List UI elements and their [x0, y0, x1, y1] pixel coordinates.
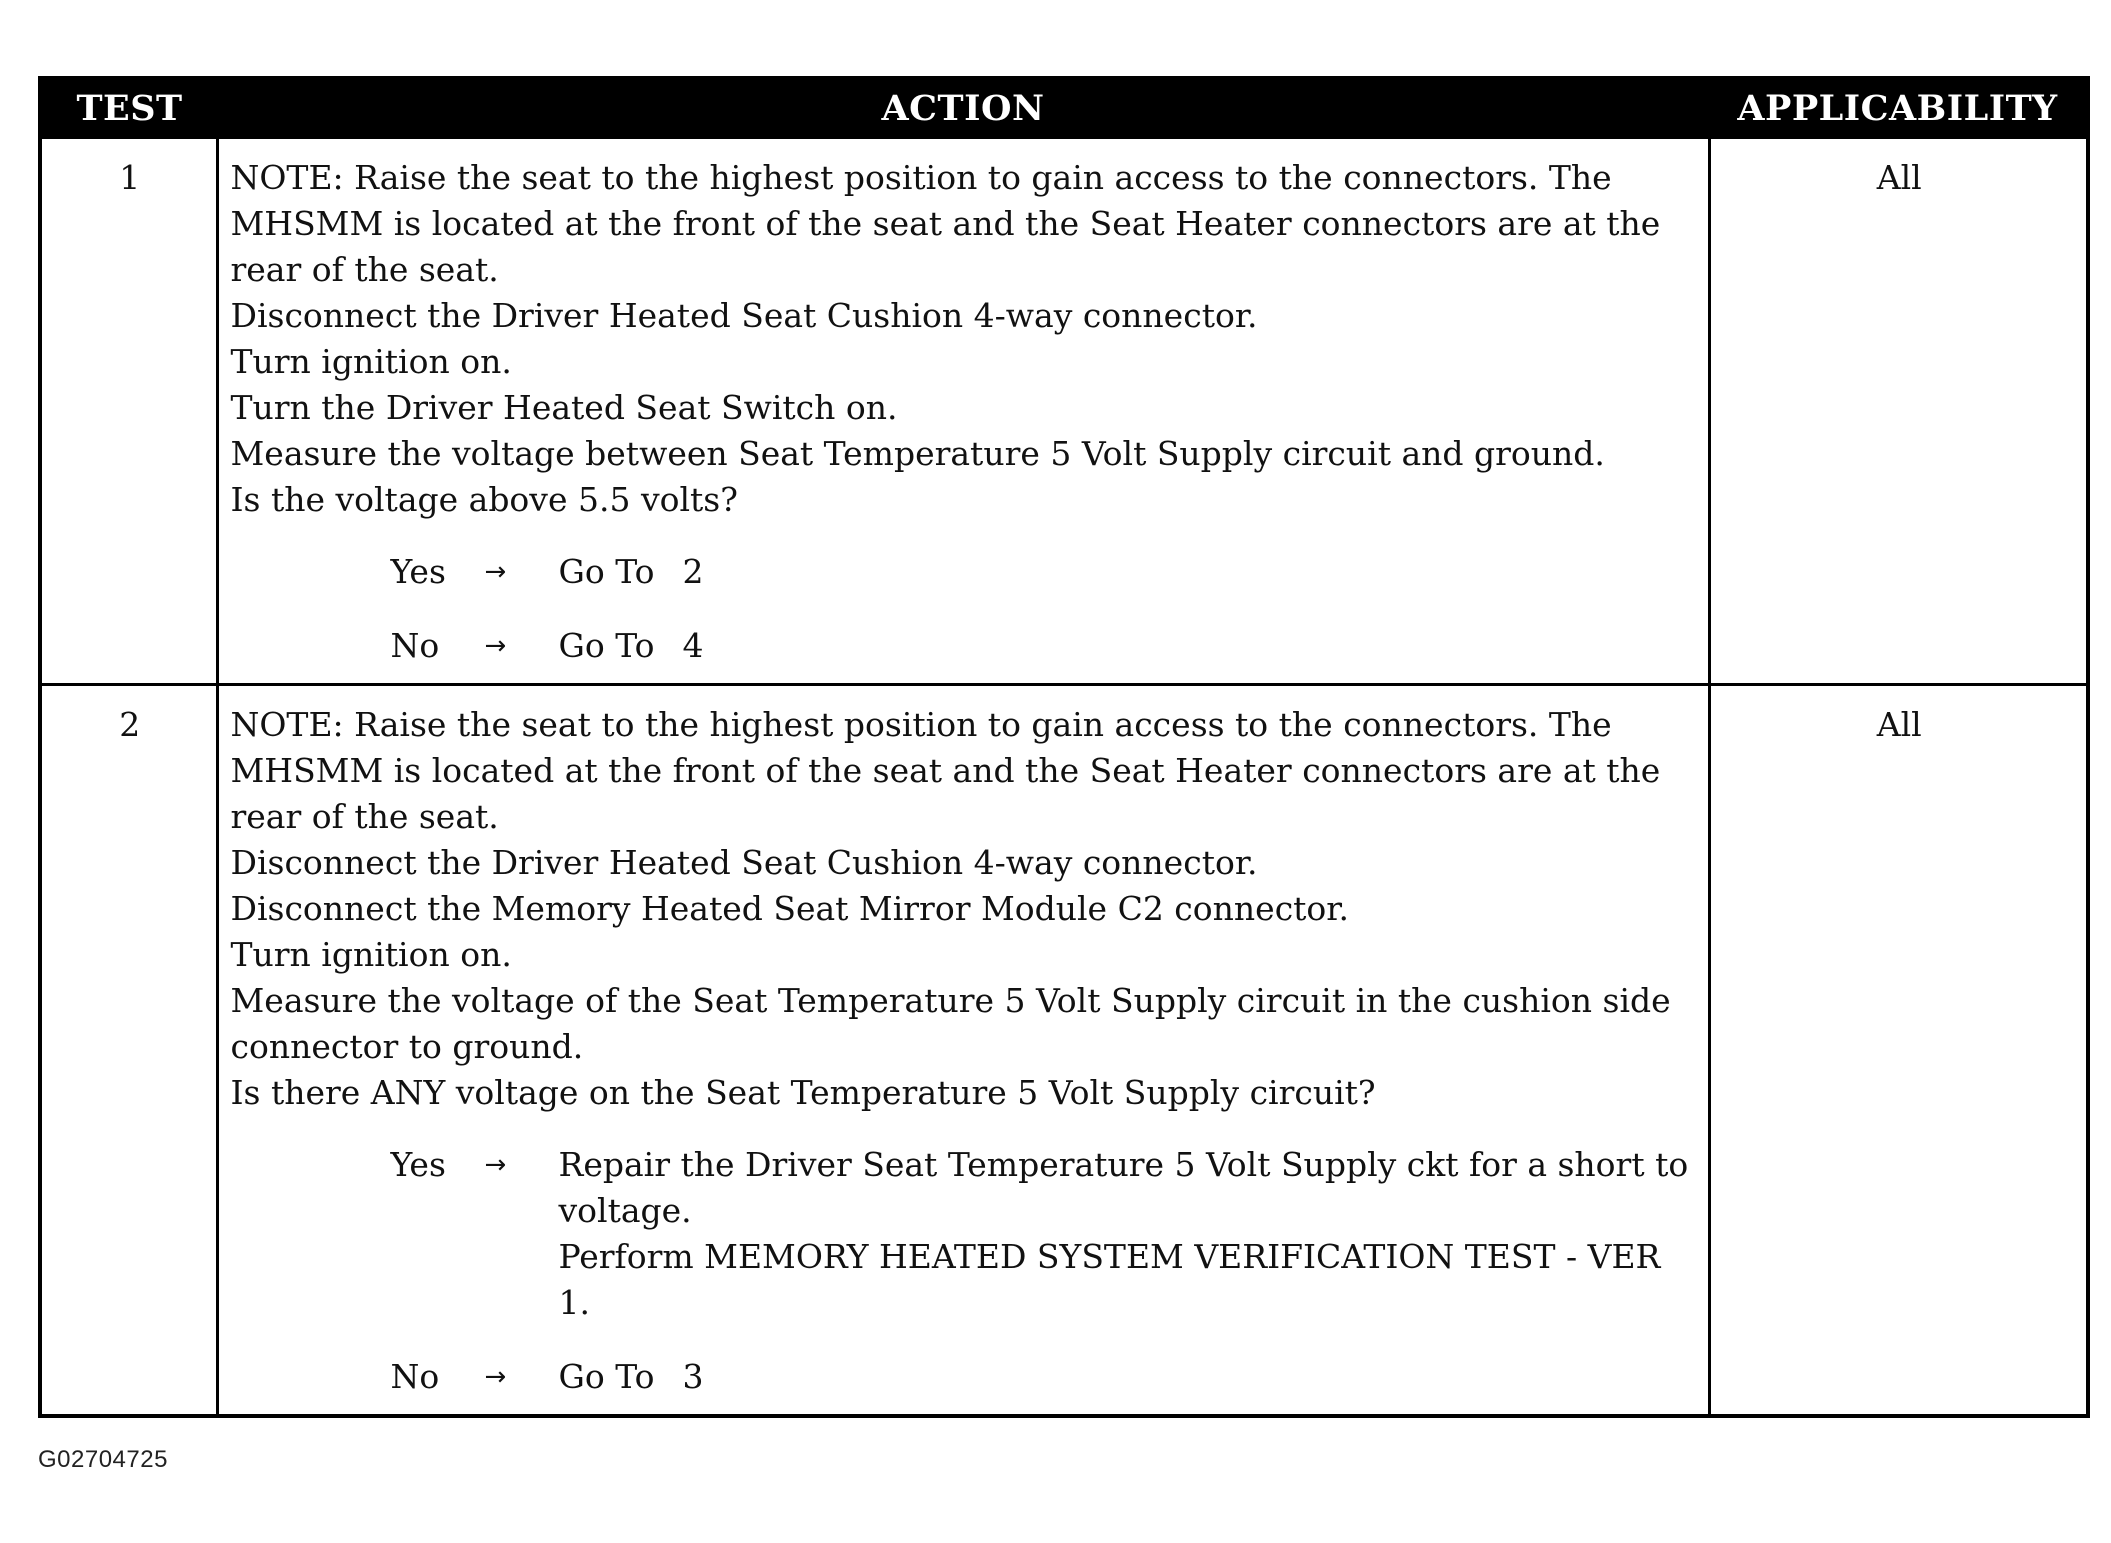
- goto-text: Go To: [558, 1357, 655, 1396]
- table-row-test-2: [40, 685, 2088, 1417]
- figure-id: G02704725: [38, 1446, 168, 1473]
- instruction-note: NOTE: Raise the seat to the highest position to gain access to the connectors. The MHSMM is located at the front of the seat and the Seat Heater connectors are at the rear of the seat.: [230, 158, 1661, 289]
- outcome-no: [231, 623, 1698, 669]
- outcome-no: [231, 1354, 1698, 1400]
- right-arrow-icon: →: [484, 631, 507, 661]
- instruction-step: Turn ignition on.: [230, 935, 512, 974]
- goto-text: Go To: [558, 552, 655, 591]
- outcome-result: [559, 549, 1698, 595]
- outcome-result: [559, 1354, 1698, 1400]
- goto-target: 3: [682, 1357, 704, 1396]
- instruction-step: Turn the Driver Heated Seat Switch on.: [230, 388, 898, 427]
- outcome-result: [559, 623, 1698, 669]
- outcome-label-yes: Yes: [390, 552, 446, 591]
- result-verification-text: Perform MEMORY HEATED SYSTEM VERIFICATION TEST - VER 1.: [558, 1237, 1661, 1322]
- action-cell: [217, 685, 1709, 1417]
- outcome-label-no: No: [390, 626, 440, 665]
- outcome-label-yes: Yes: [390, 1145, 446, 1184]
- outcome-yes: [231, 1142, 1698, 1326]
- header-action: ACTION: [217, 78, 1709, 138]
- table-header-row: [40, 78, 2088, 138]
- test-number: 2: [40, 685, 217, 1417]
- instruction-step: Disconnect the Driver Heated Seat Cushion 4-way connector.: [230, 843, 1258, 882]
- right-arrow-icon: →: [484, 1362, 507, 1392]
- action-cell: [217, 138, 1709, 685]
- goto-text: Go To: [558, 626, 655, 665]
- instruction-step: Measure the voltage between Seat Temperature 5 Volt Supply circuit and ground.: [230, 434, 1605, 473]
- applicability-value: All: [1709, 138, 2088, 685]
- result-repair-text: Repair the Driver Seat Temperature 5 Volt Supply ckt for a short to voltage.: [558, 1145, 1689, 1230]
- outcome-yes: [231, 549, 1698, 595]
- goto-target: 2: [682, 552, 704, 591]
- outcomes: [231, 549, 1698, 669]
- instruction-note: NOTE: Raise the seat to the highest position to gain access to the connectors. The MHSMM is located at the front of the seat and the Seat Heater connectors are at the rear of the seat.: [230, 705, 1661, 836]
- header-applicability: APPLICABILITY: [1709, 78, 2088, 138]
- instruction-step: Disconnect the Memory Heated Seat Mirror Module C2 connector.: [230, 889, 1349, 928]
- instruction-question: Is there ANY voltage on the Seat Temperature 5 Volt Supply circuit?: [230, 1073, 1376, 1112]
- outcome-label-no: No: [390, 1357, 440, 1396]
- test-number: 1: [40, 138, 217, 685]
- header-test: TEST: [40, 78, 217, 138]
- instruction-step: Disconnect the Driver Heated Seat Cushion 4-way connector.: [230, 296, 1258, 335]
- instruction-step: Turn ignition on.: [230, 342, 512, 381]
- diagnostic-test-table: [38, 76, 2090, 1418]
- right-arrow-icon: →: [484, 1150, 507, 1180]
- outcomes: [231, 1142, 1698, 1400]
- right-arrow-icon: →: [484, 557, 507, 587]
- instruction-question: Is the voltage above 5.5 volts?: [230, 480, 738, 519]
- table-row-test-1: [40, 138, 2088, 685]
- instruction-step: Measure the voltage of the Seat Temperature 5 Volt Supply circuit in the cushion side connector to ground.: [230, 981, 1671, 1066]
- outcome-result: [559, 1142, 1698, 1326]
- goto-target: 4: [682, 626, 704, 665]
- applicability-value: All: [1709, 685, 2088, 1417]
